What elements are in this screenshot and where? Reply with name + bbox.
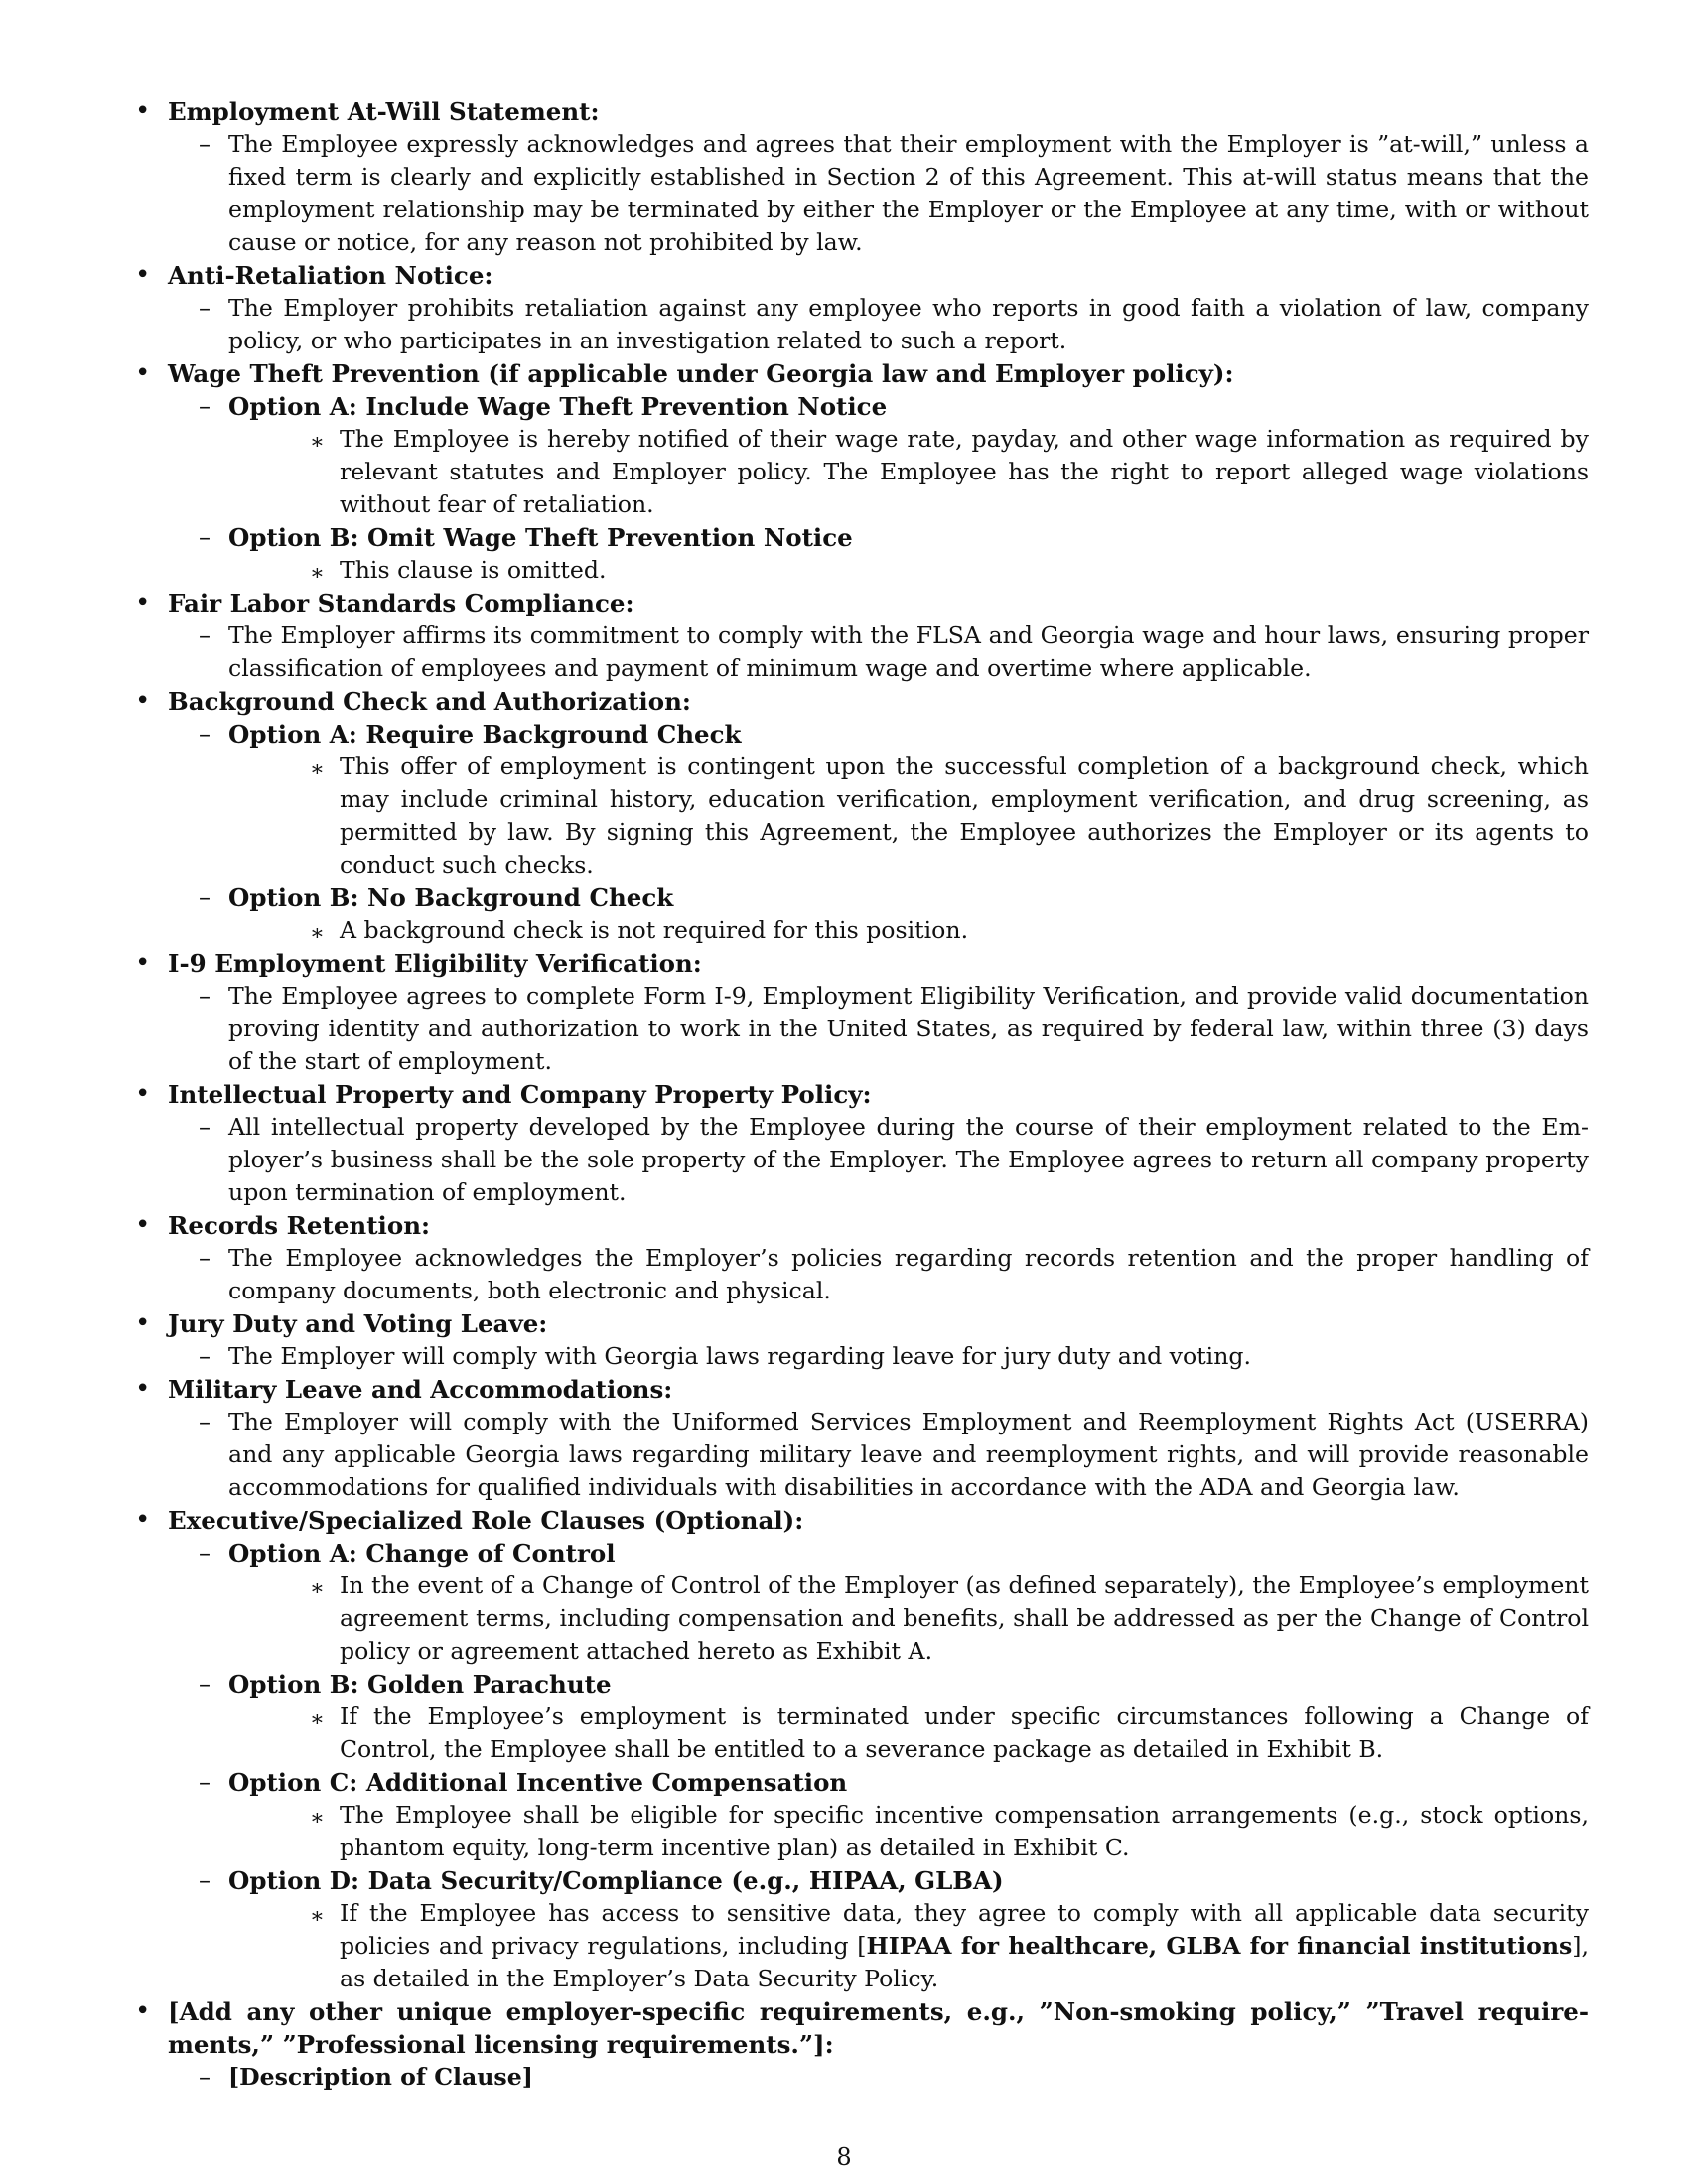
bullet-marker: •	[135, 96, 151, 126]
clause-item	[168, 1864, 1589, 1995]
clause-section	[131, 587, 1589, 685]
clause-item	[168, 390, 1589, 521]
section-items	[168, 2061, 1589, 2094]
dash-marker: –	[199, 130, 211, 158]
option-heading: Option A: Require Background Check	[228, 720, 742, 749]
clause-item	[168, 521, 1589, 587]
option-heading: Option C: Additional Incentive Compensation	[228, 1768, 848, 1797]
section-heading: Fair Labor Standards Compliance:	[168, 589, 634, 617]
asterisk-marker: ∗	[310, 921, 325, 946]
bullet-marker: •	[135, 588, 151, 617]
dash-marker: –	[199, 294, 211, 322]
section-items	[168, 292, 1589, 357]
clause-section	[131, 95, 1589, 259]
option-text-item	[228, 1701, 1589, 1766]
option-items	[228, 1701, 1589, 1766]
option-items	[228, 554, 1589, 587]
bullet-marker: •	[135, 948, 151, 978]
section-items	[168, 619, 1589, 685]
document-body	[131, 95, 1589, 2094]
option-text-item	[228, 1799, 1589, 1864]
section-items	[168, 1242, 1589, 1307]
bullet-marker: •	[135, 1374, 151, 1404]
dash-marker: –	[199, 621, 211, 649]
dash-marker: –	[199, 1539, 211, 1567]
clause-item	[168, 1111, 1589, 1209]
clause-item	[168, 619, 1589, 685]
option-items	[228, 1570, 1589, 1668]
option-text-item	[228, 1570, 1589, 1668]
bullet-marker: •	[135, 686, 151, 716]
section-heading: Anti-Retaliation Notice:	[168, 261, 493, 290]
bullet-marker: •	[135, 358, 151, 388]
clause-list	[131, 95, 1589, 2094]
section-items	[168, 980, 1589, 1078]
option-heading: Option D: Data Security/Compliance (e.g., HIPAA, GLBA)	[228, 1866, 1004, 1895]
clause-text: All intellectual property developed by the Employee during the course of their employment related to the Employer’s business shall be the sole property of the Employer. The Employee agrees to return all company property upon termination of employment.	[228, 1113, 1589, 1206]
bullet-marker: •	[135, 260, 151, 290]
option-text: In the event of a Change of Control of the Employer (as defined separately), the Employee’s employment agreement terms, including compensation and benefits, shall be addressed as per the Change of Control policy or agreement attached hereto as Exhibit A.	[340, 1571, 1589, 1665]
asterisk-marker: ∗	[310, 1707, 325, 1732]
option-heading: Option B: Golden Parachute	[228, 1670, 612, 1699]
bullet-marker: •	[135, 1505, 151, 1535]
option-items	[228, 1799, 1589, 1864]
dash-marker: –	[199, 1244, 211, 1272]
clause-item	[168, 1537, 1589, 1668]
dash-marker: –	[199, 2063, 211, 2091]
dash-marker: –	[199, 720, 211, 748]
clause-item	[168, 1340, 1589, 1373]
asterisk-marker: ∗	[310, 1576, 325, 1601]
dash-marker: –	[199, 884, 211, 911]
clause-section	[131, 1373, 1589, 1504]
option-text: If the Employee’s employment is terminated under specific circumstances following a Change of Control, the Employee shall be entitled to a severance package as detailed in Exhibit B.	[340, 1703, 1589, 1763]
clause-item	[168, 2061, 1589, 2094]
section-items	[168, 390, 1589, 587]
asterisk-marker: ∗	[310, 1904, 325, 1929]
clause-section	[131, 357, 1589, 587]
clause-item	[168, 128, 1589, 259]
dash-marker: –	[199, 1113, 211, 1141]
option-text-item	[228, 554, 1589, 587]
clause-text: The Employer prohibits retaliation against any employee who reports in good faith a violation of law, company policy, or who participates in an investigation related to such a report.	[228, 294, 1589, 354]
clause-section	[131, 1504, 1589, 1995]
section-items	[168, 128, 1589, 259]
clause-text: The Employee expressly acknowledges and agrees that their employment with the Employer is ”at-will,” unless a fixed term is clearly and explicitly established in Section 2 of this Agreement. This at-will status means that the employment relationship may be terminated by either the Employer or the Employee at any time, with or without cause or notice, for any reason not prohibited by law.	[228, 130, 1589, 256]
asterisk-marker: ∗	[310, 1806, 325, 1831]
page-number: 8	[836, 2143, 852, 2171]
section-heading: Wage Theft Prevention (if applicable under Georgia law and Employer policy):	[168, 359, 1234, 388]
clause-section	[131, 1209, 1589, 1307]
option-text: The Employee is hereby notified of their wage rate, payday, and other wage information as required by relevant statutes and Employer policy. The Employee has the right to report alleged wage violations without fear of retaliation.	[340, 425, 1589, 518]
section-heading: Executive/Specialized Role Clauses (Optional):	[168, 1506, 804, 1535]
clause-item	[168, 1766, 1589, 1864]
emphasized-text: HIPAA for healthcare, GLBA for financial institutions	[866, 1932, 1573, 1960]
option-items	[228, 1897, 1589, 1995]
asterisk-marker: ∗	[310, 757, 325, 782]
option-heading: Option B: Omit Wage Theft Prevention Notice	[228, 523, 853, 552]
section-items	[168, 1537, 1589, 1995]
section-heading: Records Retention:	[168, 1211, 431, 1240]
dash-marker: –	[199, 982, 211, 1010]
asterisk-marker: ∗	[310, 430, 325, 455]
option-items	[228, 423, 1589, 521]
clause-text: The Employer will comply with Georgia laws regarding leave for jury duty and voting.	[228, 1342, 1252, 1370]
clause-item	[168, 718, 1589, 882]
option-items	[228, 914, 1589, 947]
section-heading: Employment At-Will Statement:	[168, 97, 600, 126]
section-items	[168, 1340, 1589, 1373]
dash-marker: –	[199, 392, 211, 420]
option-text-item	[228, 1897, 1589, 1995]
section-items	[168, 1111, 1589, 1209]
section-heading: [Add any other unique employer-specific requirements, e.g., ”Non-smoking policy,” ”Travel requirements,” ”Professional licensing requirements.”]:	[168, 1997, 1589, 2059]
dash-marker: –	[199, 1670, 211, 1698]
option-text: This clause is omitted.	[340, 556, 607, 584]
section-heading: Military Leave and Accommodations:	[168, 1375, 673, 1404]
option-text-item	[228, 914, 1589, 947]
option-heading: Option A: Change of Control	[228, 1539, 616, 1568]
bullet-marker: •	[135, 1996, 151, 2026]
clause-item	[168, 980, 1589, 1078]
option-heading: Option A: Include Wage Theft Prevention Notice	[228, 392, 888, 421]
clause-item	[168, 1242, 1589, 1307]
bullet-marker: •	[135, 1079, 151, 1109]
option-text: If the Employee has access to sensitive data, they agree to comply with all applicable data security policies and privacy regulations, including [HIPAA for healthcare, GLBA for financial institutions], as detailed in the Employer’s Data Security Policy.	[340, 1899, 1589, 1992]
bullet-marker: •	[135, 1210, 151, 1240]
option-text: A background check is not required for this position.	[340, 916, 969, 944]
section-items	[168, 718, 1589, 947]
dash-marker: –	[199, 523, 211, 551]
dash-marker: –	[199, 1342, 211, 1370]
clause-section	[131, 947, 1589, 1078]
clause-item	[168, 1668, 1589, 1766]
option-text: The Employee shall be eligible for specific incentive compensation arrangements (e.g., stock options, phantom equity, long-term incentive plan) as detailed in Exhibit C.	[340, 1801, 1589, 1861]
section-items	[168, 1406, 1589, 1504]
clause-text: The Employee acknowledges the Employer’s policies regarding records retention and the proper handling of company documents, both electronic and physical.	[228, 1244, 1589, 1304]
clause-text: The Employer affirms its commitment to comply with the FLSA and Georgia wage and hour laws, ensuring proper classification of employees and payment of minimum wage and overtime where applicable.	[228, 621, 1589, 682]
dash-marker: –	[199, 1768, 211, 1796]
clause-text: The Employer will comply with the Uniformed Services Employment and Reemployment Rights Act (USERRA) and any applicable Georgia laws regarding military leave and reemployment rights, and will provide reasonable accommodations for qualified individuals with disabilities in accordance with the ADA and Georgia law.	[228, 1408, 1589, 1501]
clause-text: The Employee agrees to complete Form I-9, Employment Eligibility Verification, and provide valid documentation proving identity and authorization to work in the United States, as required by federal law, within three (3) days of the start of employment.	[228, 982, 1589, 1075]
option-heading: Option B: No Background Check	[228, 884, 674, 912]
bullet-marker: •	[135, 1308, 151, 1338]
option-text: This offer of employment is contingent upon the successful completion of a background check, which may include criminal history, education verification, employment verification, and drug screening, as permitted by law. By signing this Agreement, the Employee authorizes the Employer or its agents to conduct such checks.	[340, 752, 1589, 879]
clause-section	[131, 1995, 1589, 2094]
clause-section	[131, 1307, 1589, 1373]
clause-section	[131, 259, 1589, 357]
section-heading: Intellectual Property and Company Property Policy:	[168, 1080, 872, 1109]
clause-description: [Description of Clause]	[228, 2063, 533, 2091]
section-heading: Background Check and Authorization:	[168, 687, 691, 716]
option-items	[228, 751, 1589, 882]
clause-section	[131, 685, 1589, 947]
option-text-item	[228, 423, 1589, 521]
clause-item	[168, 292, 1589, 357]
section-heading: I-9 Employment Eligibility Verification:	[168, 949, 702, 978]
dash-marker: –	[199, 1408, 211, 1435]
clause-item	[168, 1406, 1589, 1504]
clause-section	[131, 1078, 1589, 1209]
dash-marker: –	[199, 1866, 211, 1894]
section-heading: Jury Duty and Voting Leave:	[168, 1309, 548, 1338]
option-text-item	[228, 751, 1589, 882]
clause-item	[168, 882, 1589, 947]
asterisk-marker: ∗	[310, 561, 325, 586]
